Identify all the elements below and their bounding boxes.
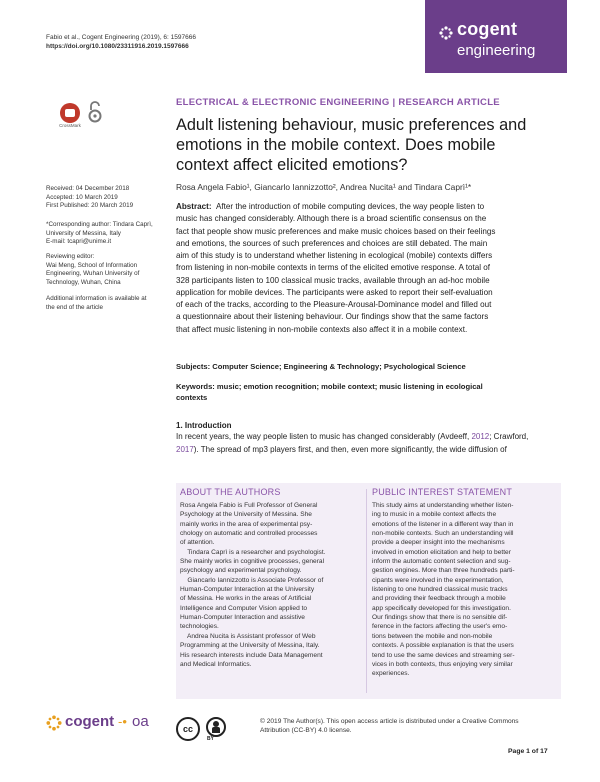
title-line: emotions in the mobile context. Does mobile [176, 136, 496, 154]
keywords [176, 381, 561, 403]
page-number: Page 1 of 17 [508, 748, 548, 755]
about-line: Human-Computer Interaction at the University [180, 586, 315, 594]
author-list: Rosa Angela Fabio¹, Giancarlo Iannizzotto², Andrea Nucita¹ and Tindara Caprì¹* [176, 182, 472, 192]
title-line: Adult listening behaviour, music preferences and [176, 116, 527, 134]
abstract-line: music has changed considerably. Although there is a broad scientific consensus on the [176, 214, 487, 224]
intro-text: In recent years, the way people listen to music has changed considerably (Avdeeff, [176, 432, 472, 441]
crossmark-icon [60, 103, 80, 123]
received-date: Received: 04 December 2018 [46, 185, 130, 192]
about-line: mainly works in the area of experimental psy- [180, 520, 313, 528]
side-line: Reviewing editor: [46, 253, 95, 260]
published-date: First Published: 20 March 2019 [46, 202, 134, 209]
intro-text: ; Crawford, [489, 432, 529, 441]
pis-line: involved in emotion elicitation and help to better [372, 548, 511, 556]
pis-line: non-mobile contexts. Such an understanding will [372, 530, 514, 538]
about-line: Psychology at the University of Messina. She [180, 511, 312, 519]
corresponding-author [46, 221, 164, 247]
about-line: Intelligence and Computer Vision applied to [180, 604, 308, 612]
pis-line: listening to one hundred classical music tracks [372, 586, 508, 594]
pis-line: vices in both contexts, thus enjoying very similar [372, 660, 513, 668]
subjects: Subjects: Computer Science; Engineering & Technology; Psychological Science [176, 362, 466, 371]
by-label: BY [207, 736, 214, 742]
cogent-oa-dots-icon [46, 715, 62, 731]
pis-line: gestion engines. More than three hundreds parti- [372, 567, 515, 575]
footer-logo-suffix: oa [132, 713, 149, 730]
citation-link[interactable]: 2012 [471, 432, 490, 441]
footer-logo-word: cogent [65, 713, 115, 730]
brand-word-engineering: engineering [457, 42, 536, 59]
pis-line: This study aims at understanding whether listen- [372, 502, 514, 509]
section-tag: ELECTRICAL & ELECTRONIC ENGINEERING | RESEARCH ARTICLE [176, 97, 500, 108]
keywords-line: Keywords: music; emotion recognition; mobile context; music listening in ecological [176, 382, 483, 391]
abstract-label: Abstract: [176, 202, 212, 211]
pis-line: contexts. A possible explanation is that the users [372, 642, 514, 650]
pis-line: ference in the factors affecting the user's emo- [372, 623, 508, 631]
brand-word-cogent: cogent [457, 19, 518, 39]
about-line: Rosa Angela Fabio is Full Professor of General [180, 502, 318, 509]
about-line: Tindara Caprì is a researcher and psychologist. [180, 548, 326, 556]
abstract-line: After the introduction of mobile computing devices, the way people listen to [216, 202, 485, 211]
cc-label: cc [182, 724, 193, 734]
additional-info [46, 295, 164, 312]
about-line: His research interests include Data Management [180, 651, 323, 659]
intro-heading: 1. Introduction [176, 421, 232, 430]
about-line: chology on automatic and controlled processes [180, 530, 318, 538]
cc-icon [176, 717, 200, 741]
pis-line: Our findings show that there is no sensible dif- [372, 614, 508, 622]
box-divider [366, 489, 367, 693]
by-icon [206, 717, 226, 737]
side-line: Additional information is available at [46, 295, 147, 302]
about-authors-heading: ABOUT THE AUTHORS [180, 487, 281, 497]
side-line: the end of the article [46, 303, 104, 311]
side-line: *Corresponding author: Tindara Caprì, [46, 221, 153, 228]
abstract-line: application for mobile devices. The participants were asked to report their self-evaluation [176, 287, 493, 297]
pis-line: cipants were involved in the experimentation, [372, 576, 504, 584]
about-line: Programming at the University of Messina, Italy. [180, 642, 320, 650]
license-line: Attribution (CC-BY) 4.0 license. [260, 727, 352, 734]
side-line: Technology, Wuhan, China [46, 278, 121, 286]
corresponding-email[interactable]: E-mail: tcapri@unime.it [46, 238, 112, 245]
pis-line: inform the automatic content selection and sug- [372, 558, 511, 566]
pis-line: app specifically developed for this investigation. [372, 604, 511, 612]
side-line: Engineering, Wuhan University of [46, 270, 140, 277]
about-line: Andrea Nucita is Assistant professor of Web [180, 632, 316, 640]
pis-line: ing to music in a mobile context affects the [372, 511, 497, 519]
open-access-lock-icon [88, 101, 102, 123]
license-text [260, 717, 560, 735]
abstract-line: fact that people show music preferences and make music choices based on their feelings [176, 226, 496, 236]
abstract [176, 201, 561, 336]
abstract-line: that affect music listening in non-mobile contexts also affect it in a mobile context. [176, 324, 468, 334]
about-line: of Messina. He works in the areas of Artificial [180, 595, 312, 603]
info-boxes [176, 483, 561, 699]
public-interest-heading: PUBLIC INTEREST STATEMENT [372, 487, 513, 497]
intro-text: ). The spread of mp3 players first, and then, even more significantly, the wide diffusion of [193, 444, 507, 454]
side-line: Wai Meng, School of Information [46, 261, 138, 269]
intro-paragraph [176, 431, 561, 456]
about-line: She mainly works in cognitive processes, general [180, 558, 325, 566]
cogent-logo-icon [439, 26, 453, 40]
about-line: of attention. [180, 539, 215, 547]
about-line: Giancarlo Iannizzotto is Associate Professor of [180, 576, 324, 584]
public-interest-text [372, 501, 557, 679]
crossmark-label: CrossMark [59, 123, 81, 128]
running-header [46, 33, 196, 51]
accepted-date: Accepted: 10 March 2019 [46, 193, 118, 201]
license-line: © 2019 The Author(s). This open access article is distributed under a Creative Commons [260, 718, 519, 725]
abstract-line: of each of the tracks, according to the Pleasure-Arousal-Dominance model and filled out [176, 300, 492, 309]
abstract-line: and emotions, the sources of such preferences and choices are still debated. The main [176, 238, 488, 248]
abstract-line: a questionnaire about their listening behaviour. Our findings show that the same factors [176, 312, 489, 322]
cc-by-badge[interactable] [176, 717, 240, 742]
keywords-line: contexts [176, 393, 208, 402]
pis-line: emotions of the listener in a different way than in [372, 520, 514, 528]
journal-brand [425, 0, 567, 73]
crossmark-badge[interactable] [56, 103, 84, 128]
abstract-line: aim of this study is to understand whether listening in ecological (mobile) contexts differs [176, 251, 493, 260]
title-line: context affect elicited emotions? [176, 156, 408, 174]
pis-line: provide a deeper insight into the mechanisms [372, 539, 505, 547]
citation-line: Fabio et al., Cogent Engineering (2019), 6: 1597666 [46, 34, 196, 41]
article-dates [46, 185, 164, 211]
abstract-line: from listening in non-mobile contexts in terms of the elicited emotive response. A total of [176, 263, 491, 273]
footer-logo-arrow: -• [118, 714, 127, 729]
citation-link[interactable]: 2017 [176, 444, 194, 454]
about-line: technologies. [180, 623, 219, 631]
about-line: Human-Computer Interaction and assistive [180, 614, 305, 622]
abstract-line: 328 participants listen to 100 classical music tracks, available through an ad-hoc mobile [176, 275, 490, 285]
pis-line: experiences. [372, 670, 410, 678]
about-authors-text [180, 501, 360, 669]
pis-line: and providing their feedback through a mobile [372, 595, 506, 603]
pis-line: tions between the mobile and non-mobile [372, 632, 493, 640]
about-line: and Medical Informatics. [180, 660, 252, 668]
doi-link[interactable]: https://doi.org/10.1080/23311916.2019.1597666 [46, 43, 189, 50]
side-line: University of Messina, Italy [46, 229, 121, 237]
article-title [176, 115, 561, 175]
cogent-oa-logo [46, 712, 186, 734]
about-line: psychology and experimental psychology. [180, 567, 302, 575]
reviewing-editor [46, 253, 164, 287]
pis-line: tend to use the same devices and streaming ser- [372, 651, 515, 659]
